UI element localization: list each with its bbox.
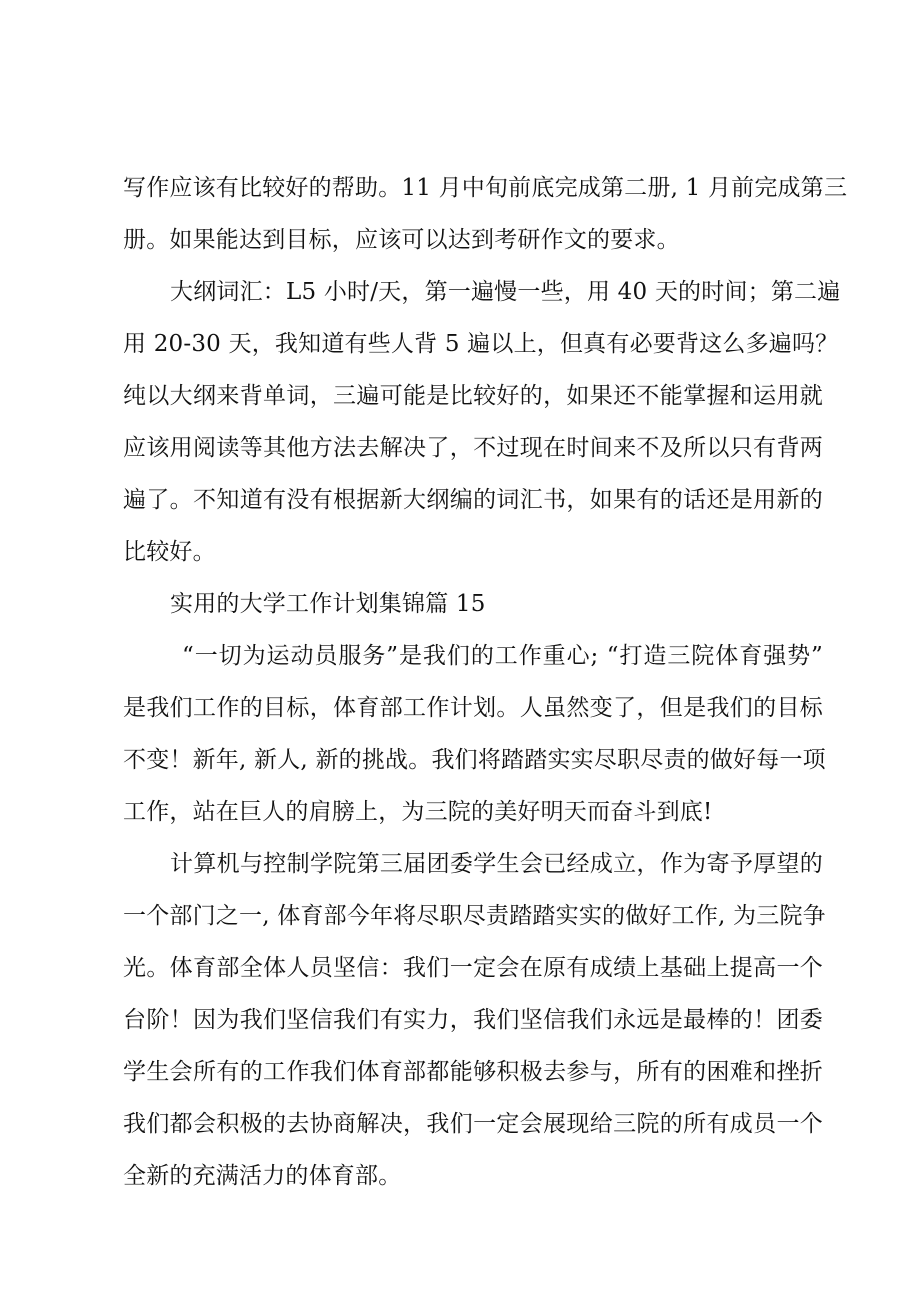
text-line-14: 计算机与控制学院第三届团委学生会已经成立，作为寄予厚望的 <box>170 851 823 877</box>
text-line-7: 遍了。不知道有没有根据新大纲编的词汇书，如果有的话还是用新的 <box>123 487 823 513</box>
text-line-6: 应该用阅读等其他方法去解决了，不过现在时间来不及所以只有背两 <box>123 435 823 461</box>
text-line-1: 写作应该有比较好的帮助。11 月中旬前底完成第二册, 1 月前完成第三 <box>123 175 848 201</box>
text-line-8: 比较好。 <box>123 539 216 565</box>
text-line-5: 纯以大纲来背单词，三遍可能是比较好的，如果还不能掌握和运用就 <box>123 383 823 409</box>
text-line-3: 大纲词汇：L5 小时/天，第一遍慢一些，用 40 天的时间；第二遍 <box>170 279 841 305</box>
text-line-20: 全新的充满活力的体育部。 <box>123 1163 402 1189</box>
text-line-11: 是我们工作的目标，体育部工作计划。人虽然变了，但是我们的目标 <box>123 695 823 721</box>
text-line-10: “一切为运动员服务”是我们的工作重心; “打造三院体育强势” <box>182 643 823 669</box>
text-line-17: 台阶！因为我们坚信我们有实力，我们坚信我们永远是最棒的！团委 <box>123 1007 823 1033</box>
text-line-15: 一个部门之一, 体育部今年将尽职尽责踏踏实实的做好工作, 为三院争 <box>123 903 826 929</box>
text-line-12: 不变！新年, 新人, 新的挑战。我们将踏踏实实尽职尽责的做好每一项 <box>123 747 826 773</box>
text-line-4: 用 20-30 天，我知道有些人背 5 遍以上，但真有必要背这么多遍吗？ <box>123 331 839 357</box>
text-line-18: 学生会所有的工作我们体育部都能够积极去参与，所有的困难和挫折 <box>123 1059 823 1085</box>
text-line-19: 我们都会积极的去协商解决，我们一定会展现给三院的所有成员一个 <box>123 1111 823 1137</box>
text-line-13: 工作，站在巨人的肩膀上，为三院的美好明天而奋斗到底! <box>123 799 713 825</box>
text-line-2: 册。如果能达到目标，应该可以达到考研作文的要求。 <box>123 227 680 253</box>
text-line-16: 光。体育部全体人员坚信：我们一定会在原有成绩上基础上提高一个 <box>123 955 823 981</box>
section-heading: 实用的大学工作计划集锦篇 15 <box>170 591 486 617</box>
